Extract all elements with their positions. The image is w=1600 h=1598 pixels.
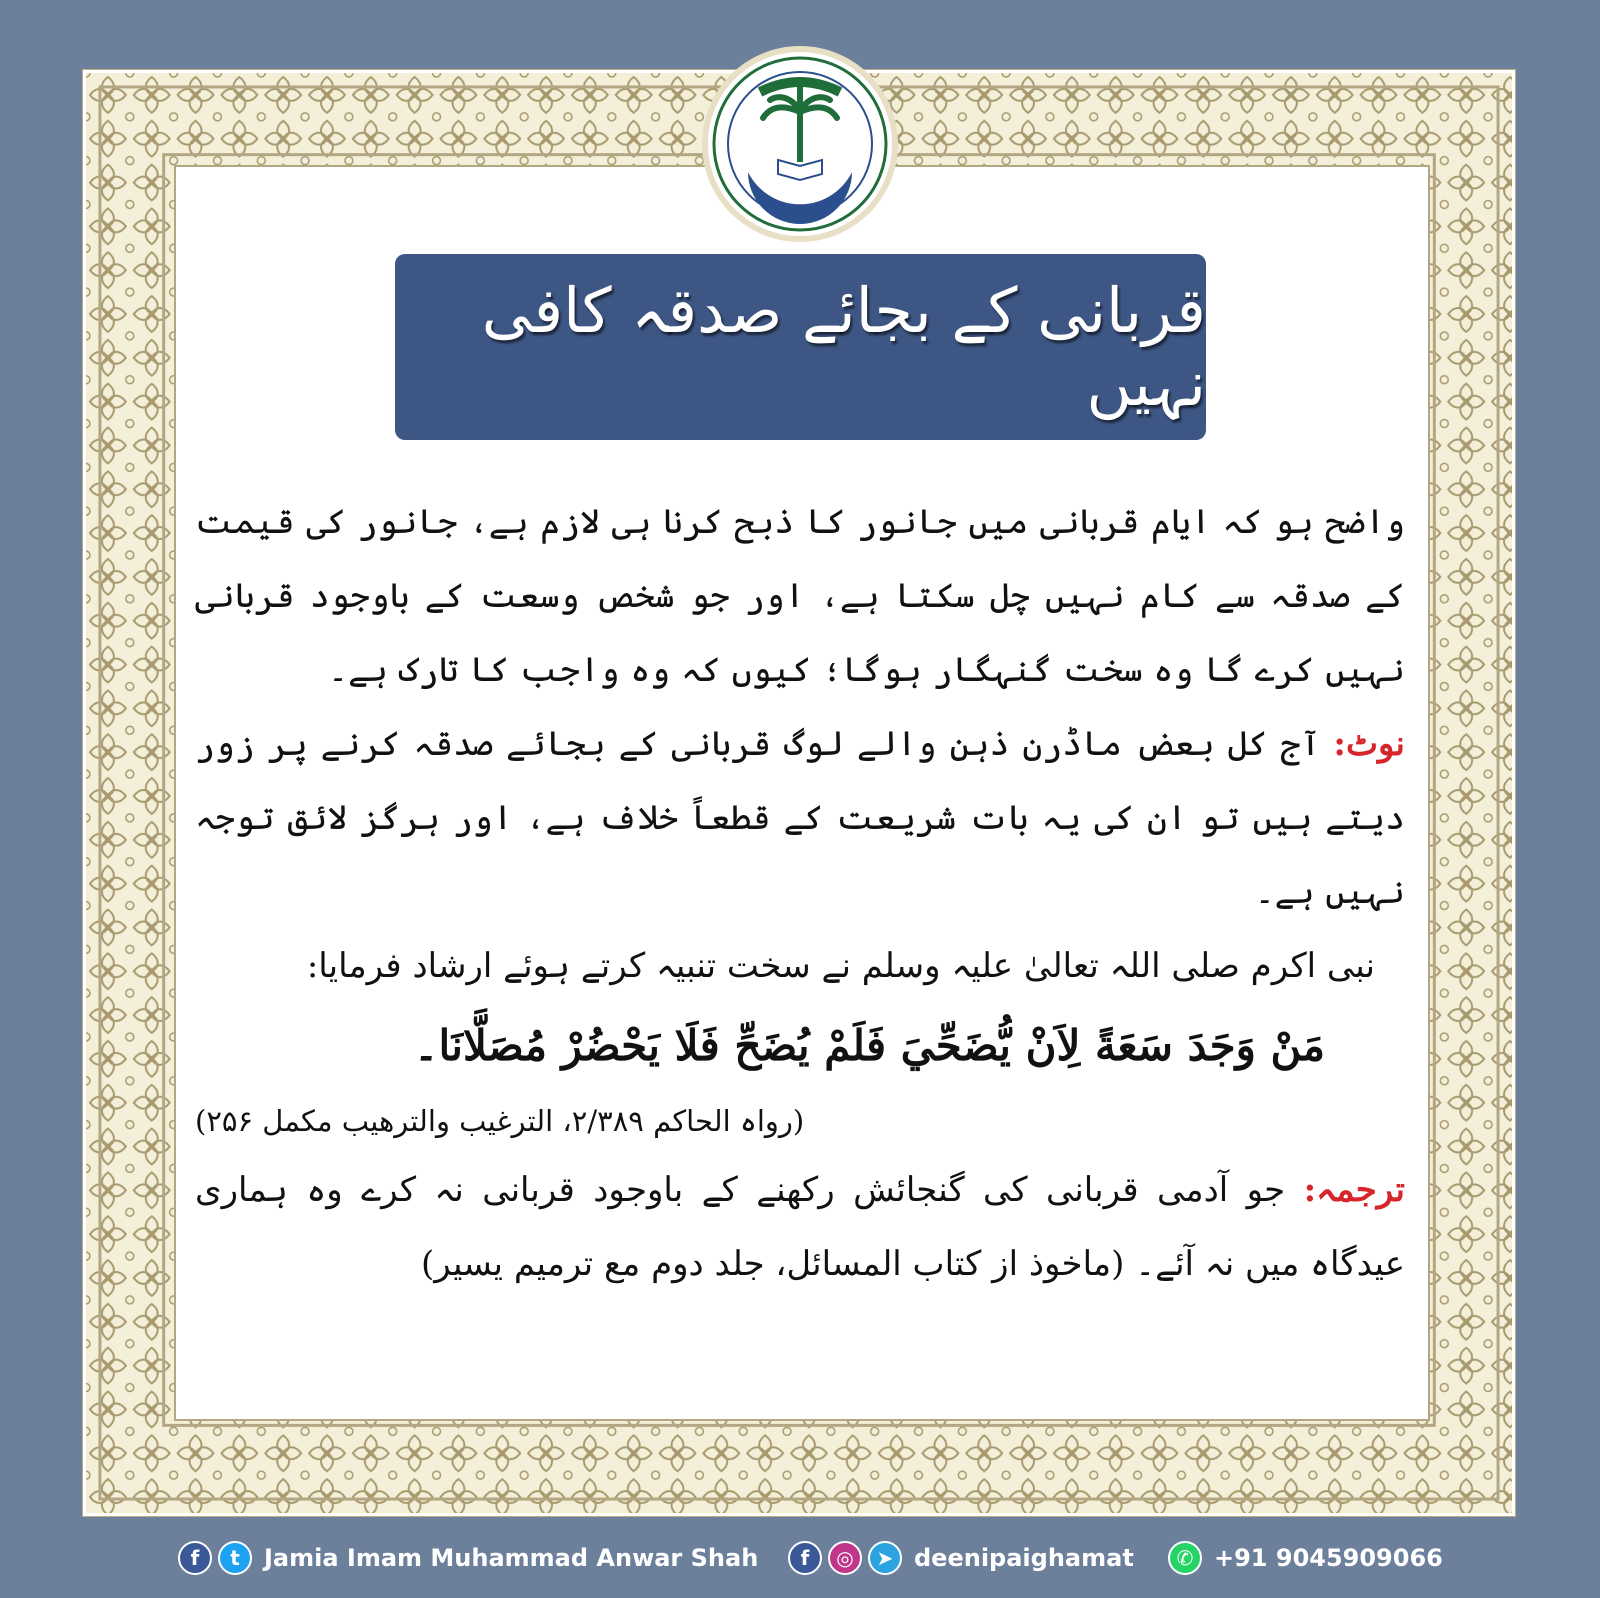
article-body [195,485,1405,1301]
facebook-icon[interactable]: f [788,1541,822,1575]
org-name: Jamia Imam Muhammad Anwar Shah [264,1544,759,1572]
note-paragraph [195,707,1405,929]
note-label: نوٹ: [1333,724,1405,764]
phone-number: +91 9045909066 [1214,1544,1443,1572]
institution-logo [708,52,892,236]
footer-org [178,1541,758,1575]
footer-social [788,1541,1134,1575]
whatsapp-icon[interactable]: ✆ [1168,1541,1202,1575]
translation-label: ترجمہ: [1303,1170,1405,1210]
instagram-icon[interactable]: ◎ [828,1541,862,1575]
intro-paragraph: واضح ہو کہ ایام قربانی میں جانور کا ذبح کرنا ہی لازم ہے، جانور کی قیمت کے صدقہ سے کام نہیں چل سکتا ہے، اور جو شخص وسعت کے باوجود قربانی نہیں کرے گا وہ سخت گنہگار ہوگا؛ کیوں کہ وہ واجب کا تارک ہے۔ [195,502,1405,690]
page-title: قربانی کے بجائے صدقہ کافی نہیں [481,274,1206,420]
telegram-icon[interactable]: ➤ [868,1541,902,1575]
logo-emblem [708,52,892,236]
note-text: آج کل بعض ماڈرن ذہن والے لوگ قربانی کے بجائے صدقہ کرنے پر زور دیتے ہیں تو ان کی یہ بات شریعت کے قطعاً خلاف ہے، اور ہرگز لائق توجہ نہیں ہے۔ [195,724,1405,912]
hadith-arabic: مَنْ وَجَدَ سَعَةً لِاَنْ يُّضَحِّيَ فَلَمْ يُضَحِّ فَلَا يَحْضُرْ مُصَلَّانَا۔ [413,1021,1325,1070]
social-handle: deenipaighamat [914,1544,1134,1572]
translation-paragraph [195,1153,1405,1301]
hadith-reference: (رواہ الحاکم ۲/۳۸۹، الترغیب والترھیب مکمل ۲۵۶) [195,1104,805,1138]
facebook-icon[interactable]: f [178,1541,212,1575]
twitter-icon[interactable]: t [218,1541,252,1575]
footer-bar [0,1528,1600,1588]
footer-contact [1168,1541,1443,1575]
hadith-intro: نبی اکرم صلی اللہ تعالیٰ علیہ وسلم نے سخت تنبیہ کرتے ہوئے ارشاد فرمایا: [306,946,1375,986]
title-banner [395,254,1206,440]
translation-text: جو آدمی قربانی کی گنجائش رکھنے کے باوجود قربانی نہ کرے وہ ہماری عیدگاہ میں نہ آئے۔ (ماخوذ از کتاب المسائل، جلد دوم مع ترمیم یسیر) [195,1170,1405,1284]
